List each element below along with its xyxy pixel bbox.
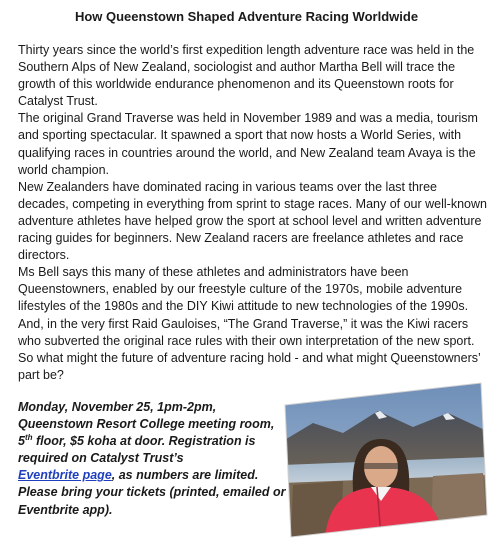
event-venue: Queenstown Resort College meeting room,: [18, 417, 275, 432]
event-date: Monday, November 25, 1pm-2pm,: [18, 400, 217, 414]
event-price: floor, $5 koha at door. Registration is: [32, 434, 256, 449]
event-tickets-note-end: Eventbrite app).: [18, 502, 113, 517]
paragraph-grand-traverse: The original Grand Traverse was held in November 1989 and was a media, tourism and sporting spectacular. It spawned a sport that now hosts a World Series, with qualifying races in countries around the world, and New Zealand team Avaya is the world champion.: [18, 111, 478, 177]
paragraph-new-zealanders: New Zealanders have dominated racing in various teams over the last three decades, competing in everything from sprint to stage races. Many of our well-known adventure athletes have helped grow the sport at school level and written adventure racing guides for beginners. New Zealand racers are freelance athletes and race directors.: [18, 179, 487, 263]
article-title: How Queenstown Shaped Adventure Racing Worldwide: [74, 9, 419, 24]
paragraph-raid-gauloises: And, in the very first Raid Gauloises, “The Grand Traverse,” it was the Kiwi racers who subverted the original race rules with their own interpretation of the new sport. So what might the future of adventure racing hold - and what might Queenstowners’ part be?: [18, 316, 481, 382]
event-link-line: [18, 467, 288, 484]
article-body: [18, 42, 488, 384]
event-details: [18, 399, 288, 519]
photo-scene: [283, 383, 487, 537]
eventbrite-link[interactable]: Eventbrite page: [18, 468, 112, 483]
event-tickets-note: Please bring your tickets (printed, emailed or: [18, 485, 286, 500]
event-floor-number: 5: [18, 434, 25, 449]
event-registration: required on Catalyst Trust’s: [18, 451, 184, 466]
event-floor-line: [18, 433, 288, 450]
speaker-photo: [283, 383, 487, 537]
paragraph-intro: Thirty years since the world’s first expedition length adventure race was held in the Southern Alps of New Zealand, sociologist and author Martha Bell will trace the growth of this worldwide endurance phenomenon and its Queenstown roots for Catalyst Trust.: [18, 43, 475, 109]
event-limit-note: , as numbers are limited.: [111, 468, 259, 483]
event-floor-suffix: th: [24, 433, 33, 443]
paragraph-queenstowners: Ms Bell says this many of these athletes and administrators have been Queenstowners, enabled by our freestyle culture of the 1970s, mobile adventure lifestyles of the 1980s and the DIY Kiwi attitude to new technologies of the 1990s.: [18, 265, 469, 314]
